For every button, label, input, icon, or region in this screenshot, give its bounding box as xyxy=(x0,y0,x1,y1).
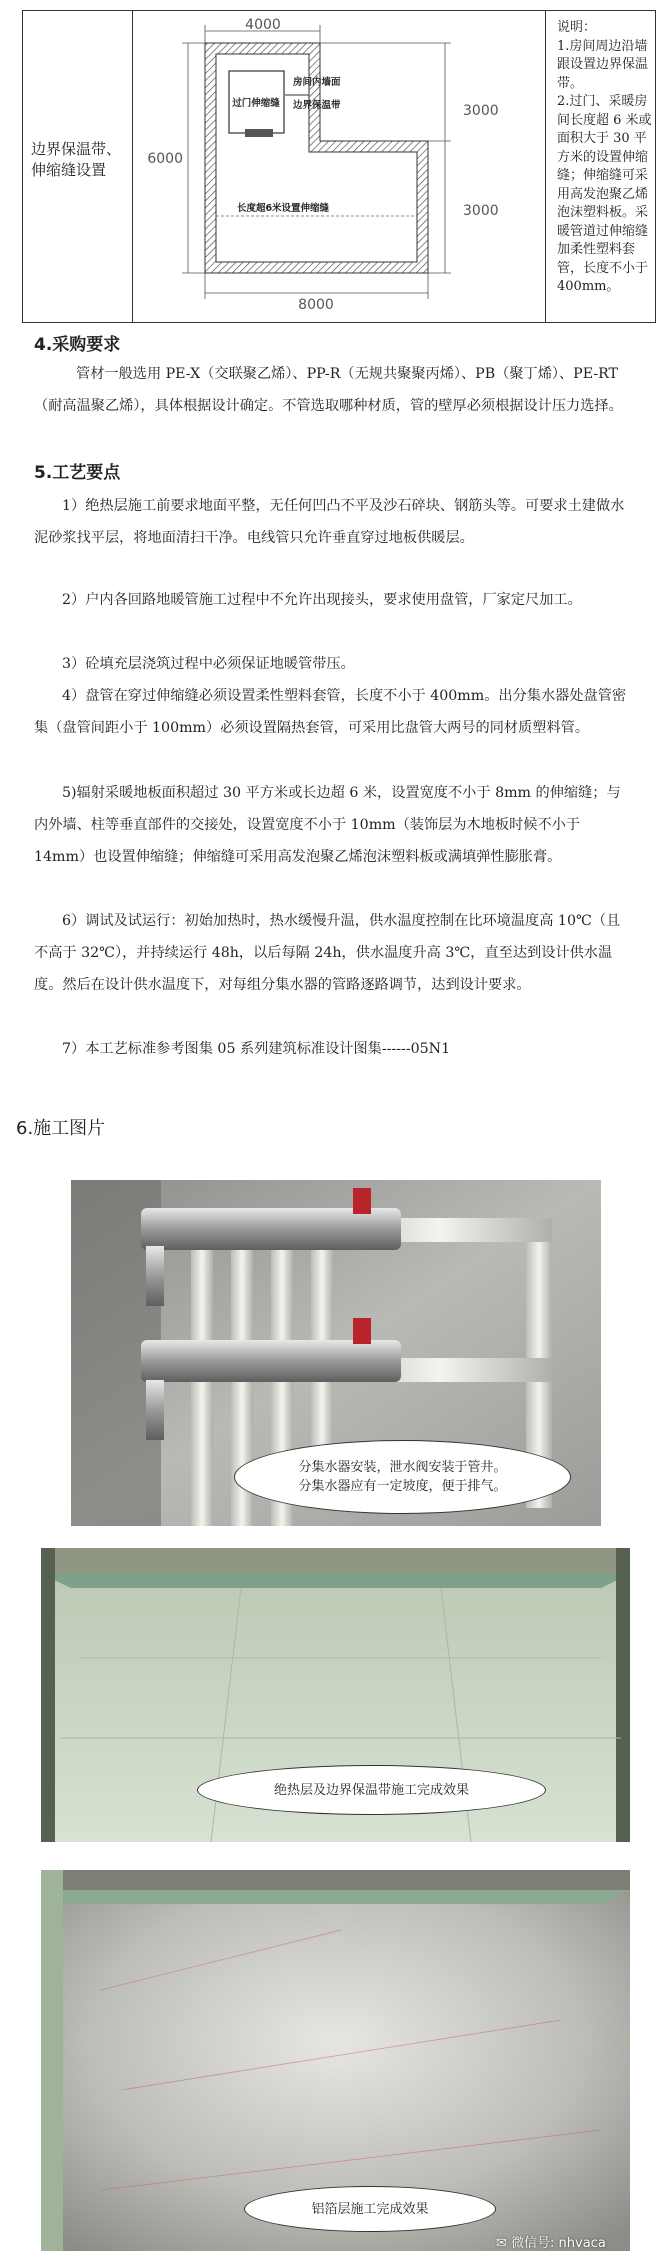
section5-item-3: 3）砼填充层浇筑过程中必须保证地暖管带压。 xyxy=(62,656,355,672)
photo1-caption-line1: 分集水器安装，泄水阀安装于管井。 xyxy=(298,1460,507,1475)
floor-plan-diagram xyxy=(133,11,545,322)
section6-heading: 6.施工图片 xyxy=(16,1118,106,1139)
photo3-caption: 铝箔层施工完成效果 xyxy=(244,2186,496,2232)
dim-top: 4000 xyxy=(245,17,281,33)
section5-item-1: 1）绝热层施工前要求地面平整，无任何凹凸不平及沙石碎块、钢筋头等。可要求土建做水泥砂浆找平层，将地面清扫干净。电线管只允许垂直穿过地板供暖层。 xyxy=(34,498,625,546)
label-door-joint: 过门伸缩缝 xyxy=(232,98,280,109)
section5-item-6: 6）调试及试运行：初始加热时，热水缓慢升温，供水温度控制在比环境温度高 10℃（且不高于 32℃），并持续运行 48h，以后每隔 24h，供水温度升高 3℃，直至达到设计供水温度。然后在设计供水温度下，对每组分集水器的管路逐路调节，达到设计要求。 xyxy=(34,913,621,993)
watermark-text: 微信号: nhvaca xyxy=(511,2236,606,2251)
photo1-caption xyxy=(234,1440,571,1514)
section5-heading: 5.工艺要点 xyxy=(34,463,121,483)
photo1-caption-line2: 分集水器应有一定坡度，便于排气。 xyxy=(298,1479,507,1494)
dim-right-upper: 3000 xyxy=(463,103,499,119)
label-wall-strip-2: 边界保温带 xyxy=(293,100,341,111)
label-long-joint: 长度超6米设置伸缩缝 xyxy=(236,203,330,214)
photo2-caption: 绝热层及边界保温带施工完成效果 xyxy=(197,1765,546,1815)
notes-title: 说明： xyxy=(557,20,597,35)
section5-item-4: 4）盘管在穿过伸缩缝必须设置柔性塑料套管，长度不小于 400mm。出分集水器处盘管密集（盘管间距小于 100mm）必须设置隔热套管，可采用比盘管大两号的同材质塑料管。 xyxy=(34,688,627,736)
note-1: 1.房间周边沿墙跟设置边界保温带。 xyxy=(557,38,649,91)
row-label-cell xyxy=(23,11,133,322)
section5-item-2: 2）户内各回路地暖管施工过程中不允许出现接头，要求使用盘管，厂家定尺加工。 xyxy=(62,592,582,608)
detail-table xyxy=(22,10,656,323)
watermark xyxy=(496,2232,606,2251)
section5-item-5: 5)辐射采暖地板面积超过 30 平方米或长边超 6 米，设置宽度不小于 8mm 的伸缩缝；与内外墙、柱等垂直部件的交接处，设置宽度不小于 10mm（装饰层为木地板时候不小于 14mm）也设置伸缩缝；伸缩缝可采用高发泡聚乙烯泡沫塑料板或满填弹性膨胀膏。 xyxy=(34,785,621,865)
section5-item-7: 7）本工艺标准参考图集 05 系列建筑标准设计图集------05N1 xyxy=(62,1041,451,1057)
label-wall-strip-1: 房间内墙面 xyxy=(293,77,341,88)
note-2: 2.过门、采暖房间长度超 6 米或面积大于 30 平方米的设置伸缩缝；伸缩缝可采用高发泡聚乙烯泡沫塑料板。采暖管道过伸缩缝加柔性塑料套管，长度不小于 400mm。 xyxy=(557,94,652,294)
row-label: 边界保温带、伸缩缝设置 xyxy=(31,140,122,179)
dim-left: 6000 xyxy=(147,151,183,167)
wechat-icon: ✉ xyxy=(496,2236,512,2251)
dim-bottom: 8000 xyxy=(298,297,334,313)
section4-heading: 4.采购要求 xyxy=(34,335,121,355)
notes-cell xyxy=(545,11,657,322)
section4-text: 管材一般选用 PE-X（交联聚乙烯）、PP-R（无规共聚聚丙烯）、PB（聚丁烯）、PE-RT（耐高温聚乙烯），具体根据设计确定。不管选取哪种材质，管的壁厚必须根据设计压力选择。 xyxy=(34,366,623,414)
dim-right-lower: 3000 xyxy=(463,203,499,219)
